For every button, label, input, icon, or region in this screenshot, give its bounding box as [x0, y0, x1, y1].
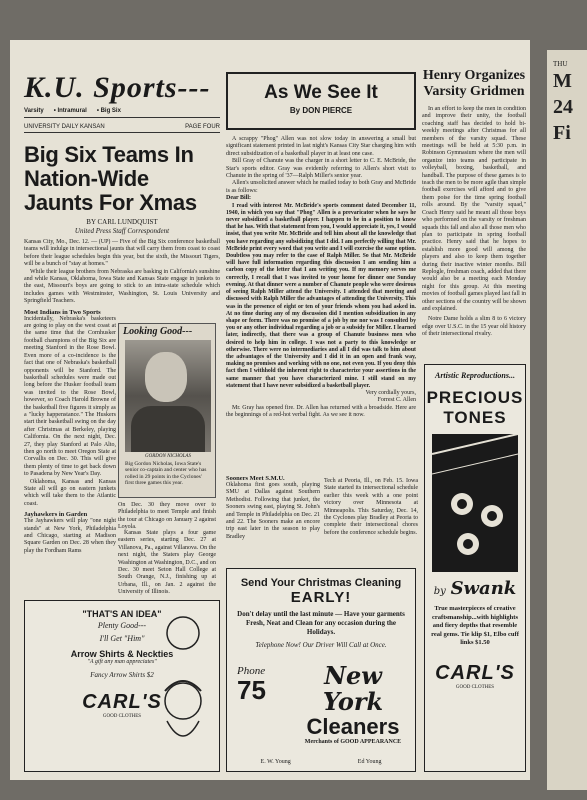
cleaners-name-1: New York: [322, 661, 384, 716]
swank-brand: Swank: [450, 578, 517, 599]
column-paragraph-2: Bill Gray of Chanute was the charger in a short letter to C. E. McBride, the Star's sports editor. Gray was evidently referring to Allen's short visit to Chanute in the spring of '37—Ralph Miller's senior year.: [226, 158, 416, 180]
cleaning-line-2: EARLY!: [290, 589, 352, 606]
cufflinks-icon: [432, 434, 518, 572]
cleaning-line-4: Telephone Now! Our Driver Will Call at Once.: [255, 641, 387, 649]
sooners-head: Sooners Meet S.M.U.: [226, 475, 285, 482]
phone-block: [237, 665, 266, 703]
sooners-text: Oklahoma first goes south, playing SMU at Dallas against Southern Methodist. Following that junket, the Sooners swing east, playing St. John's and Temple in Philadelphia on Dec. 21 and 22. The Sooners make an encore trip east later in the season to play Bradley: [226, 482, 320, 540]
column-paragraph-3: Allen's unsolicited answer which he mailed today to both Gray and McBride is as follows:: [226, 180, 416, 194]
newspaper-page: [10, 40, 530, 780]
folio-line: [24, 124, 220, 133]
lead-continued: [24, 306, 116, 556]
carls-logo-2: CARL'S: [435, 661, 515, 684]
player-photo: [125, 340, 211, 452]
swank-by: by: [433, 586, 446, 597]
gift-illustration: [153, 611, 211, 761]
letter-salutation: Dear Bill:: [226, 195, 252, 202]
carls-sub: GOOD CLOTHES: [102, 714, 142, 719]
henry-headline: Henry Organizes Varsity Gridmen: [422, 68, 526, 99]
photo-box-header: Looking Good---: [123, 326, 193, 337]
arrow-ad-product: Arrow Shirts & Neckties: [70, 649, 174, 659]
column-header-box: [226, 72, 416, 130]
letter-signature: Forrest C. Allen: [377, 397, 416, 404]
arrow-shirts-ad: [24, 600, 220, 772]
phone-number: 75: [237, 675, 266, 705]
arrow-ad-price: Fancy Arrow Shirts $2: [90, 671, 154, 679]
section-masthead: K.U. Sports---: [24, 71, 211, 104]
swank-brand-block: [425, 578, 525, 599]
photo-caption-text: Big Gordon Nicholas, Iowa State's senior co-captain and center who has rolled in 29 points in the Cyclones' first three games this year.: [125, 460, 207, 486]
lead-byline-2: United Press Staff Correspondent: [74, 227, 170, 235]
arrow-ad-top: "THAT'S AN IDEA": [82, 609, 162, 619]
cleaning-line-3: Don't delay until the last minute — Have your garments Fresh, Neat and Clean for any occasion during the Holidays.: [237, 610, 405, 636]
phone-label: Phone: [237, 665, 266, 677]
lead-paragraph-1: Kansas City, Mo., Dec. 12. — (UP) — Five of the Big Six conference basketball teams will indulge in intersectional jaunts that will carry them from coast to coast before their league schedules begin this year, but the sixth, the Missouri Tigers, will be a bunch of "stay at homes.": [24, 239, 220, 268]
carls-logo: CARL'S: [82, 691, 162, 713]
swank-line-2: TONES: [443, 408, 507, 427]
cleaners-tagline: Merchants of GOOD APPEARANCE: [304, 739, 402, 745]
photo-caption: [125, 454, 211, 487]
photo-box: [118, 323, 216, 498]
edge-text-4: Fi: [553, 122, 571, 144]
cleaners-name-2: Cleaners: [306, 714, 400, 739]
player-face: [145, 352, 187, 402]
owner-2: Ed Young: [357, 759, 382, 765]
owner-1: E. W. Young: [260, 759, 291, 765]
column-body: [226, 136, 416, 420]
edge-text-3: 24: [553, 96, 573, 118]
column-paragraph-1: A scrappy "Phog" Allen was not slow today in answering a small but significant statement printed in last night's Kansas City Star charging him with direct subsidization of a basketball player in at least one case.: [226, 136, 416, 157]
swank-line-1: PRECIOUS: [426, 388, 524, 407]
subhead-jayhawkers: Jayhawkers in Garden: [24, 511, 88, 519]
swank-top: Artistic Reproductions...: [434, 371, 515, 380]
lead-paragraph-3: Incidentally, Nebraska's basketeers are going to play on the west coast at the same time that the Cornhusker football champions of the Big Six are meeting Stanford in the Rose Bowl. Even more of a co-incidence is the fact that one of Nebraska's basketball opponents will be Stanford. The basketball schedules were made out long before the Husker football team was invited to the Rose Bowl, however, so Coach Harold Browne of the basketball five figures it simply as a "lucky happenstance." The Huskers start their basketball swing on the day after Christmas at Berkeley, playing California. On the next night, Dec. 27, they play Stanford at Palo Alto, then go north to meet Oregon State at Corvallis on Dec. 30. This will give them plenty of time to get back down to Pasadena by New Year's Day.: [24, 315, 116, 478]
owner-names: [227, 759, 415, 765]
column-byline: By DON PIERCE: [289, 106, 353, 115]
lead-paragraph-6: On Dec. 30 they move over to Philadelphia to meet Temple and finish the tour at Chicago on January 2 against Loyola.: [118, 502, 216, 531]
edge-text-2: M: [553, 70, 572, 92]
lead-paragraph-2: While their league brothers from Nebraska are basking in California's sunshine and while Kansas, Oklahoma, Iowa State and Kansas State engage in junkets to the east, Missouri's boys are going to stick to an intra-state schedule which includes games with Westminster, Washington, St. Louis University and Springfield Teachers.: [24, 268, 220, 305]
paper-name: UNIVERSITY DAILY KANSAN: [24, 124, 105, 130]
lead-paragraph-4: Oklahoma, Kansas and Kansas State all will go on eastern junkets which will take them to the Atlantic coast.: [24, 478, 116, 507]
lead-paragraph-7: Kansas State plays a four game eastern series, starting Dec. 27 at Villanova, Pa., against Villanova. On the next night, the Staters play George Washington at Washington, D.C., and on Dec. 30 meet Seton Hall College at South Orange, N.J., finishing up at Urbana, Ill., on Jan. 2 against the University of Illinois.: [118, 530, 216, 596]
swank-text: True masterpieces of creative craftsmanship...with highlights and fiery depths that resemble real gems. Tie klip $1, Elbo cuff links $1.50: [431, 605, 519, 646]
cleaners-name-block: [291, 663, 415, 745]
section-sublinks: Varsity • Intramural • Big Six: [24, 108, 220, 118]
cufflinks-illustration: [432, 434, 518, 572]
sublink-bigsix: Big Six: [100, 108, 121, 114]
notre-dame-text: Notre Dame holds a slim 8 to 6 victory edge over U.S.C. in the 15 year old history of their intersectional rivalry.: [422, 316, 526, 338]
sublink-varsity: Varsity: [24, 108, 44, 114]
henry-text: In an effort to keep the men in condition and improve their unity, the football coaching staff has decided to hold bi-weekly meetings after Christmas for all members of the varsity squad. These meetings will be held at 5:30 p.m. in Robinson Gymnasium where the men will organize into teams and participate in volleyball, boxing, basketball, and handball. The purpose of these games is to teach the men to be more agile than simple football exercises will afford and to give them poise for the time spring football rolls around. By the "varsity squad," Coach Henry said he meant all those boys who performed on the varsity or freshman squads this fall and also all those men who plan to participate in spring football practice. Henry said that he hopes to establish more good will among the players and also to keep them together during their inactive winter months. Bill Replogle, freshman coach, added that there would also be a meeting each Monday night for this group. At this meeting movies of football games played last fall in other sections of the country will be shown and explained.: [422, 106, 526, 312]
adjacent-page-edge: [547, 50, 587, 790]
right-column: [422, 40, 526, 339]
sooners-text-2: Tech at Peoria, Ill., on Feb. 15. Iowa State started its intersectional schedule earlier this week with a one point victory over Minnesota at Minneapolis. This Saturday, Dec. 14, the Cyclones play Bradley at Peoria to complete their intersectional chores before the conference schedule begins.: [324, 478, 418, 536]
column-paragraph-4: Mr. Gray has opened fire. Dr. Allen has returned with a broadside. Here are the beginnings of a red-hot verbal fight. As we see it now.: [226, 404, 416, 419]
subhead-indians: Most Indians in Two Sports: [24, 308, 101, 316]
arrow-ad-tag: "A gift any man appreciates": [87, 659, 157, 665]
sublink-intramural: Intramural: [57, 108, 87, 114]
edge-text-1: THU: [553, 60, 568, 68]
lead-headline: Big Six Teams In Nation-Wide Jaunts For Xmas: [24, 142, 197, 215]
lead-paragraph-5: The Jayhawkers will play "one night stands" at New York, Philadelphia and Chicago, starting at Madison Square Garden on Dec. 28 when they play the Fordham Rams: [24, 518, 116, 554]
letter-body: I read with interest Mr. McBride's sports comment dated December 11, 1940, in which you say that "Phog" Allen is a prevaricator when he says he never subsidized a basketball player. I happen to be in a position to know that he has. With that statement from you, I would appreciate it, yes, I would insist, that you write Mr. McBride and tell him about all the knowledge that you have regarding any subsidizing that I did. I am perfectly willing that Mr. McBride print every word that you write and I will exercise the same option. Doubtless you may refer to the case of Ralph Miller. So that Mr. McBride will have full information regarding this discussion I am sending him a carbon copy of the letter that I am writing you. If my memory serves me correctly, I recall that I was invited to your home for dinner one Sunday evening. At that dinner were a number of Chanute people who were desirous of seeing Ralph Miller attend the University. I attended that meeting and discussed with Ralph Miller the advantages of attending the University. This was in the presence of eight or ten of your friends whom you had asked in. At no time during any of my discussion did I mention subsidization in any shape or form. There was no promise of a job by me nor was I consulted by you or any other individual regarding a job or a subsidy for Miller. I learned later, indirectly, that there was a group of Chanute business men who desired to help him in college. I was not a party to this knowledge or otherwise. There were no intermediaries and all I did was talk to him about the advantages of the University and I did it in an open and frank way, making no promises and working with no one, not even you. If you deny this fact then I withhold the inherent right to characterize your assertions in the same manner that you have characterized mine. I still stand on my statement that I have never subsidized a basketball player.: [226, 202, 416, 389]
arrow-ad-plenty: Plenty Good---: [97, 621, 147, 630]
player-jersey: [131, 406, 205, 452]
sooners-story: [226, 472, 320, 541]
cleaning-line-1: Send Your Christmas Cleaning: [240, 577, 402, 589]
lead-byline: BY CARL LUNDQUIST: [86, 218, 158, 226]
page-number: PAGE FOUR: [185, 124, 220, 130]
swank-ad: [424, 364, 526, 772]
cleaners-ad: [226, 568, 416, 772]
column-title: As We See It: [264, 82, 378, 103]
arrow-ad-get: I'll Get "Him": [99, 634, 145, 643]
carls-sub-2: GOOD CLOTHES: [455, 684, 495, 690]
letter-closing: Very cordially yours,: [365, 389, 416, 396]
photo-name-label: GORDON NICHOLAS: [145, 454, 191, 459]
